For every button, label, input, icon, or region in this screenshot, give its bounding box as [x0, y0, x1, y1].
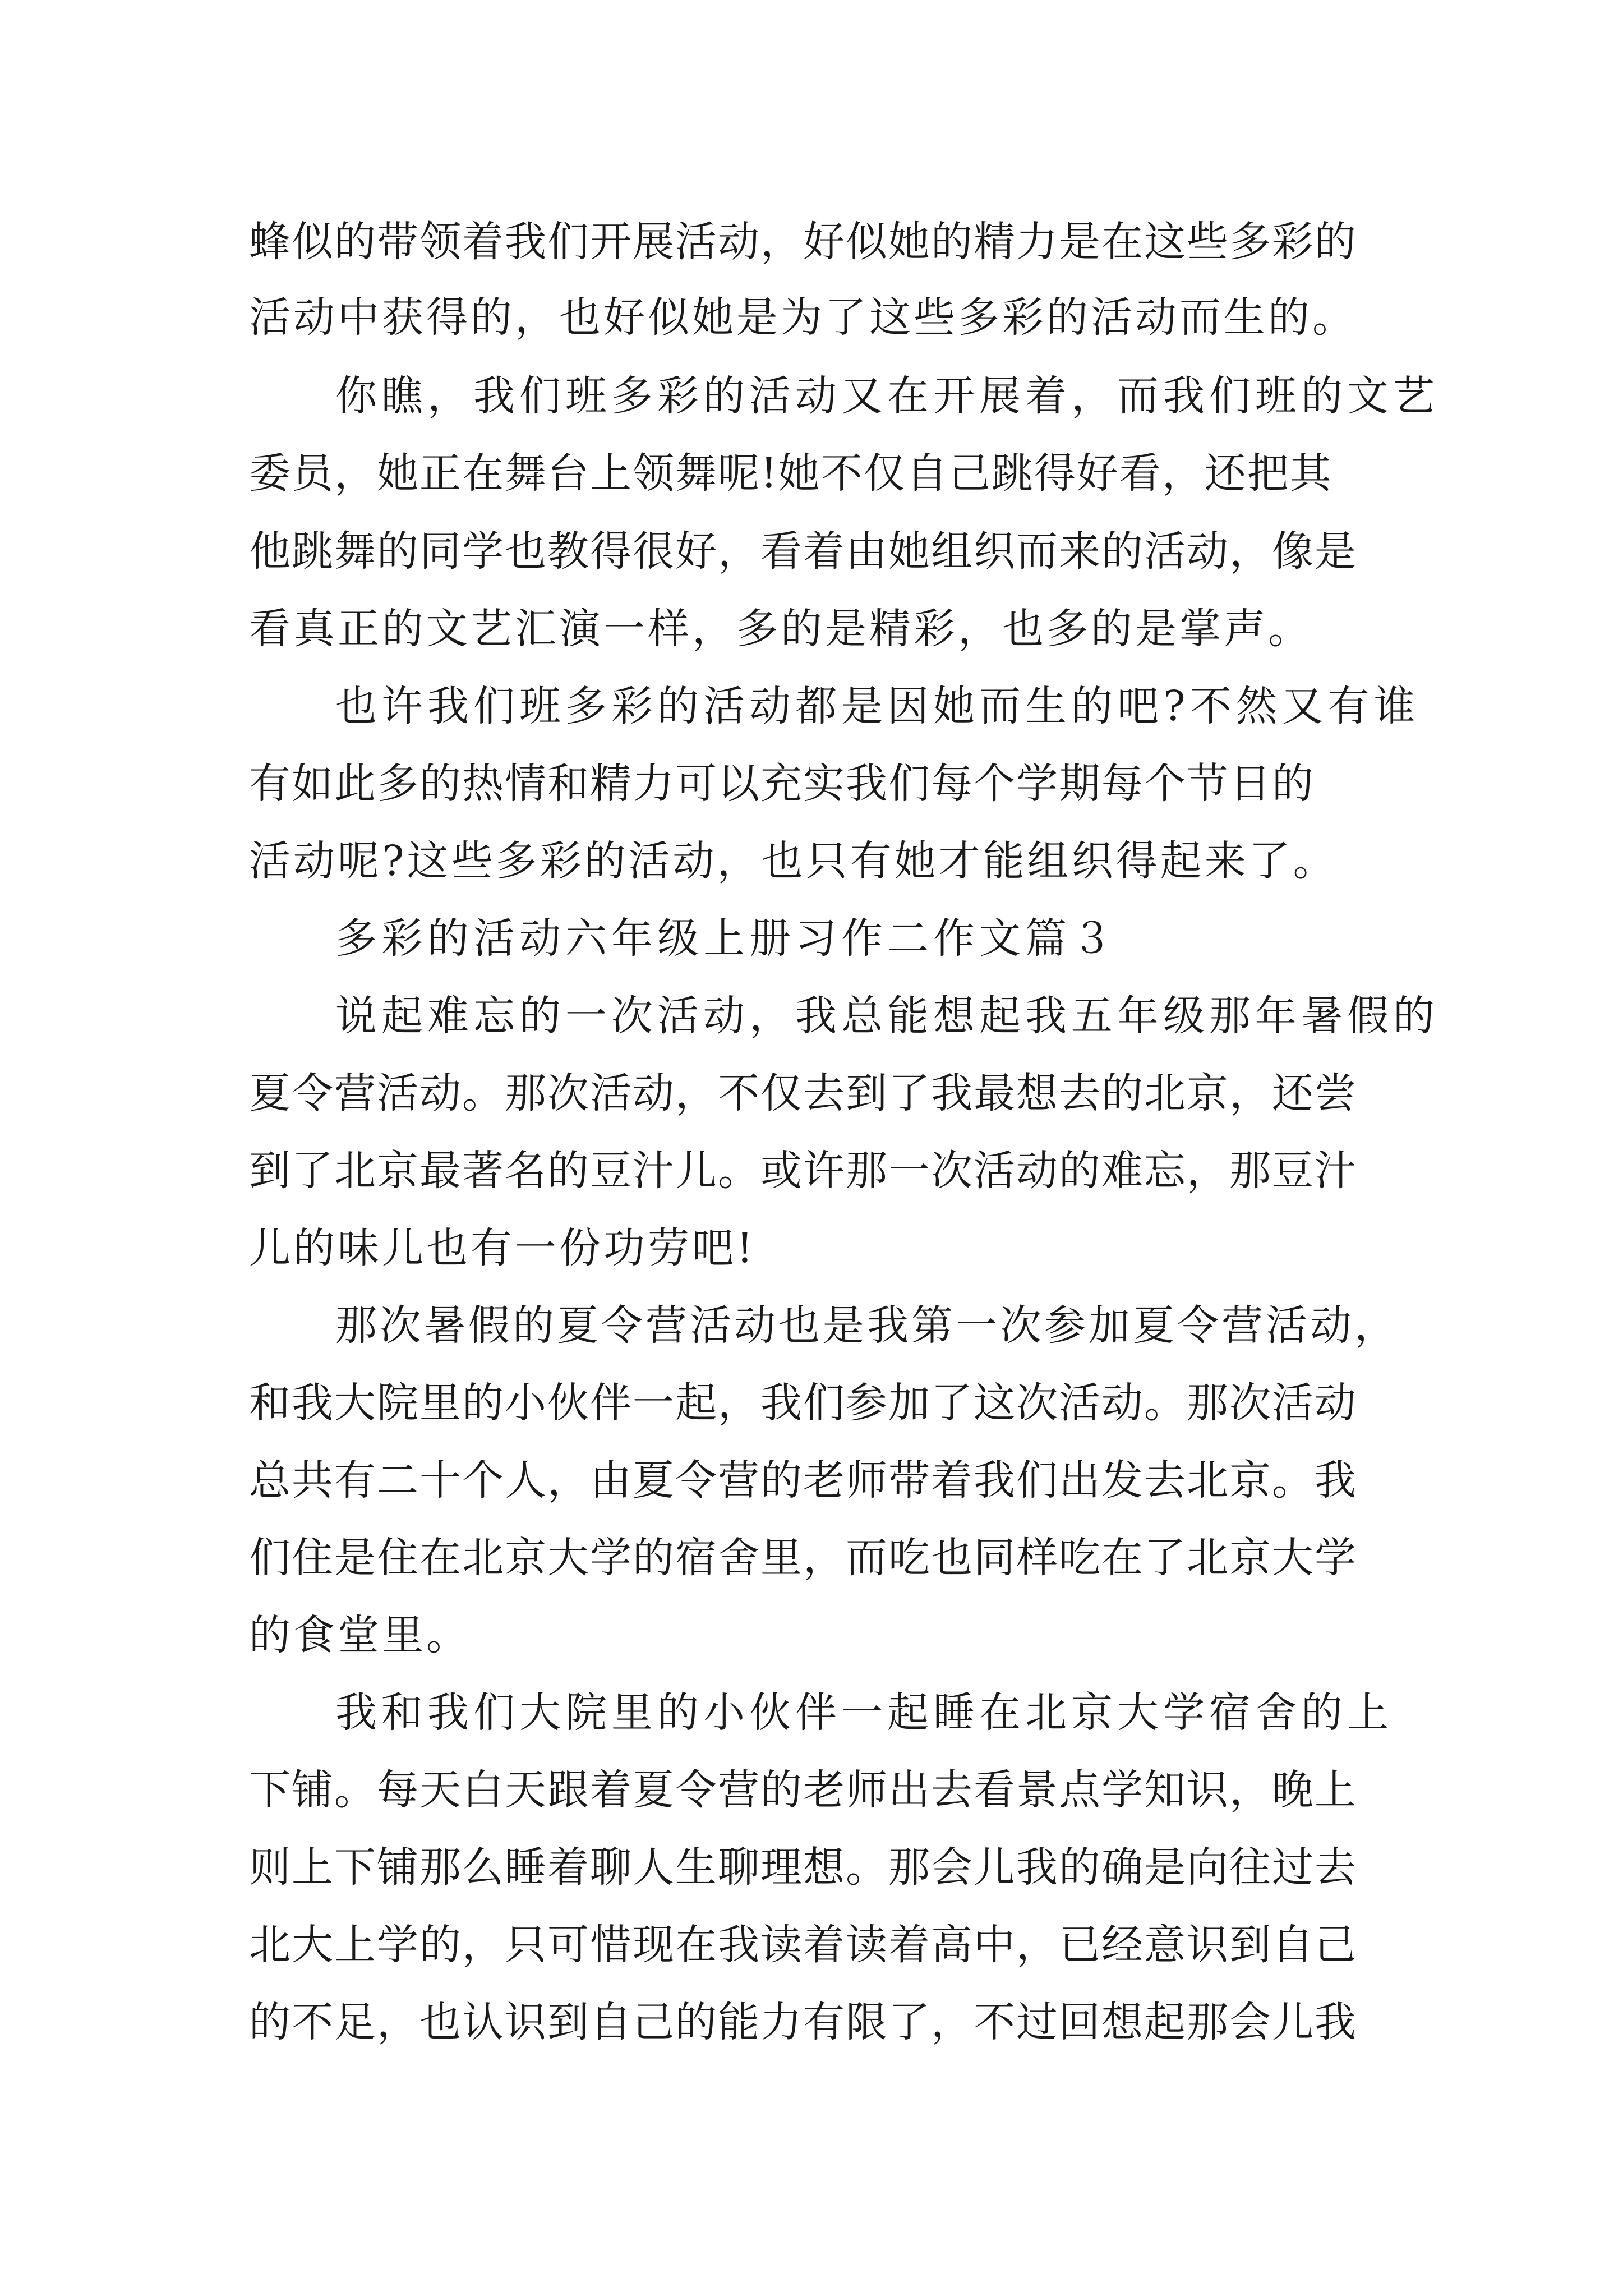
paragraph-first-line: 我和我们大院里的小伙伴一起睡在北京大学宿舍的上 [335, 1688, 1393, 1737]
text-line: 委员，她正在舞台上领舞呢!她不仅自己跳得好看，还把其 [249, 449, 1332, 498]
text-line: 北大上学的，只可惜现在我读着读着高中，已经意识到自己 [249, 1921, 1357, 1969]
text-line: 活动中获得的，也好似她是为了这些多彩的活动而生的。 [249, 293, 1357, 342]
text-line: 则上下铺那么睡着聊人生聊理想。那会儿我的确是向往过去 [249, 1843, 1357, 1892]
text-line: 儿的味儿也有一份功劳吧! [249, 1224, 756, 1272]
text-line: 活动呢?这些多彩的活动，也只有她才能组织得起来了。 [249, 837, 1338, 885]
section-heading: 多彩的活动六年级上册习作二作文篇３ [335, 914, 1117, 963]
paragraph-first-line: 那次暑假的夏令营活动也是我第一次参加夏令营活动， [335, 1301, 1399, 1350]
text-line: 的食堂里。 [249, 1611, 471, 1659]
paragraph-first-line: 说起难忘的一次活动，我总能想起我五年级那年暑假的 [335, 992, 1439, 1040]
text-line: 到了北京最著名的豆汁儿。或许那一次活动的难忘，那豆汁 [249, 1147, 1357, 1195]
paragraph-first-line: 也许我们班多彩的活动都是因她而生的吧?不然又有谁 [335, 682, 1420, 730]
text-line: 他跳舞的同学也教得很好，看着由她组织而来的活动，像是 [249, 527, 1357, 576]
text-line: 有如此多的热情和精力可以充实我们每个学期每个节日的 [249, 760, 1315, 808]
text-line: 夏令营活动。那次活动，不仅去到了我最想去的北京，还尝 [249, 1069, 1357, 1117]
paragraph-first-line: 你瞧，我们班多彩的活动又在开展着，而我们班的文艺 [335, 372, 1439, 420]
text-line: 蜂似的带领着我们开展活动，好似她的精力是在这些多彩的 [249, 218, 1357, 266]
text-line: 们住是住在北京大学的宿舍里，而吃也同样吃在了北京大学 [249, 1534, 1357, 1582]
text-line: 看真正的文艺汇演一样，多的是精彩，也多的是掌声。 [249, 605, 1312, 653]
text-line: 和我大院里的小伙伴一起，我们参加了这次活动。那次活动 [249, 1379, 1357, 1427]
text-line: 的不足，也认识到自己的能力有限了，不过回想起那会儿我 [249, 1998, 1357, 2046]
text-line: 总共有二十个人，由夏令营的老师带着我们出发去北京。我 [249, 1456, 1357, 1504]
text-line: 下铺。每天白天跟着夏令营的老师出去看景点学知识，晚上 [249, 1766, 1357, 1814]
